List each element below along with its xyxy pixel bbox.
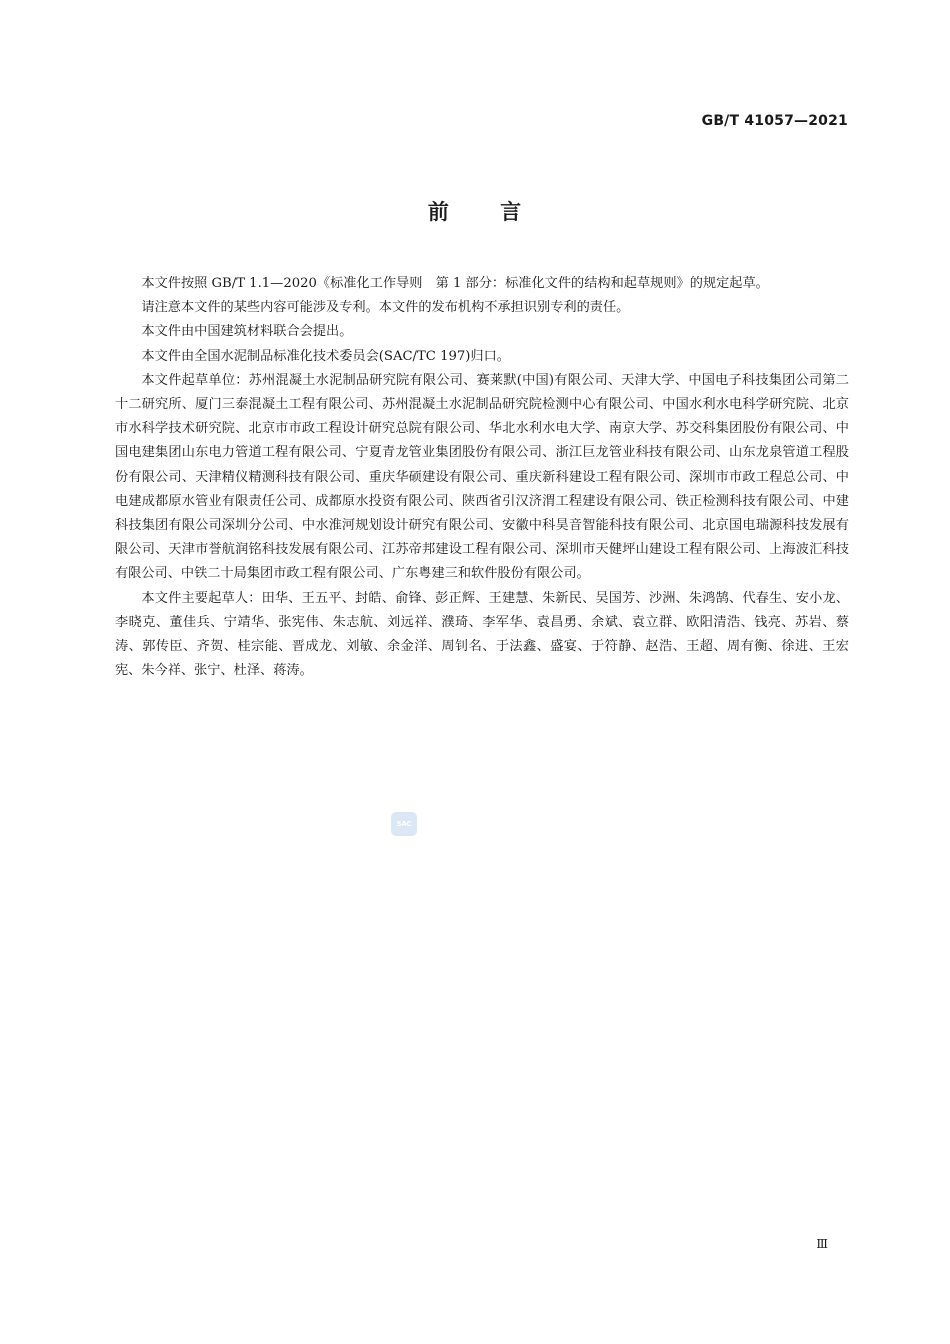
paragraph-patent-notice: 请注意本文件的某些内容可能涉及专利。本文件的发布机构不承担识别专利的责任。	[141, 300, 630, 316]
paragraph-technical-committee: 本文件由全国水泥制品标准化技术委员会(SAC/TC 197)归口。	[141, 348, 510, 364]
page-number: Ⅲ	[816, 1237, 828, 1251]
page-title: 前 言	[427, 200, 523, 224]
body-text	[115, 272, 849, 683]
sac-watermark-logo: SAC	[391, 812, 417, 836]
paragraph-proposer: 本文件由中国建筑材料联合会提出。	[141, 324, 353, 340]
paragraph-drafting-rules: 本文件按照 GB/T 1.1—2020《标准化工作导则 第 1 部分：标准化文件的结构和起草规则》的规定起草。	[141, 276, 769, 291]
standard-number: GB/T 41057—2021	[701, 113, 848, 129]
paragraph-drafting-organizations: 本文件起草单位：苏州混凝土水泥制品研究院有限公司、赛莱默(中国)有限公司、天津大学、中国电子科技集团公司第二十二研究所、厦门三泰混凝土工程有限公司、苏州混凝土水泥制品研究院检测中心有限公司、中国水利水电科学研究院、北京市水科学技术研究院、北京市市政工程设计研究总院有限公司、华北水利水电大学、南京大学、苏交科集团股份有限公司、中国电建集团山东电力管道工程有限公司、宁夏青龙管业集团股份有限公司、浙江巨龙管业科技有限公司、山东龙泉管道工程股份有限公司、天津精仪精测科技有限公司、重庆华硕建设有限公司、重庆新科建设工程有限公司、深圳市市政工程总公司、中电建成都原水管业有限责任公司、成都原水投资有限公司、陕西省引汉济渭工程建设有限公司、铁正检测科技有限公司、中建科技集团有限公司深圳分公司、中水淮河规划设计研究有限公司、安徽中科昊音智能科技有限公司、北京国电瑞源科技发展有限公司、天津市誉航润铭科技发展有限公司、江苏帝邦建设工程有限公司、深圳市天健坪山建设工程有限公司、上海波汇科技有限公司、中铁二十局集团市政工程有限公司、广东粤建三和软件股份有限公司。	[115, 372, 849, 582]
paragraph-drafters: 本文件主要起草人：田华、王五平、封皓、俞锋、彭正辉、王建慧、朱新民、吴国芳、沙洲、朱鸿鹄、代春生、安小龙、李晓克、董佳兵、宁靖华、张宪伟、朱志航、刘远祥、濮琦、李军华、袁昌勇、余斌、袁立群、欧阳清浩、钱亮、苏岩、蔡涛、郭传臣、齐贺、桂宗能、晋成龙、刘敏、余金洋、周钊名、于法鑫、盛宴、于符静、赵浩、王超、周有衡、徐进、王宏宪、朱今祥、张宁、杜泽、蒋涛。	[115, 590, 849, 679]
